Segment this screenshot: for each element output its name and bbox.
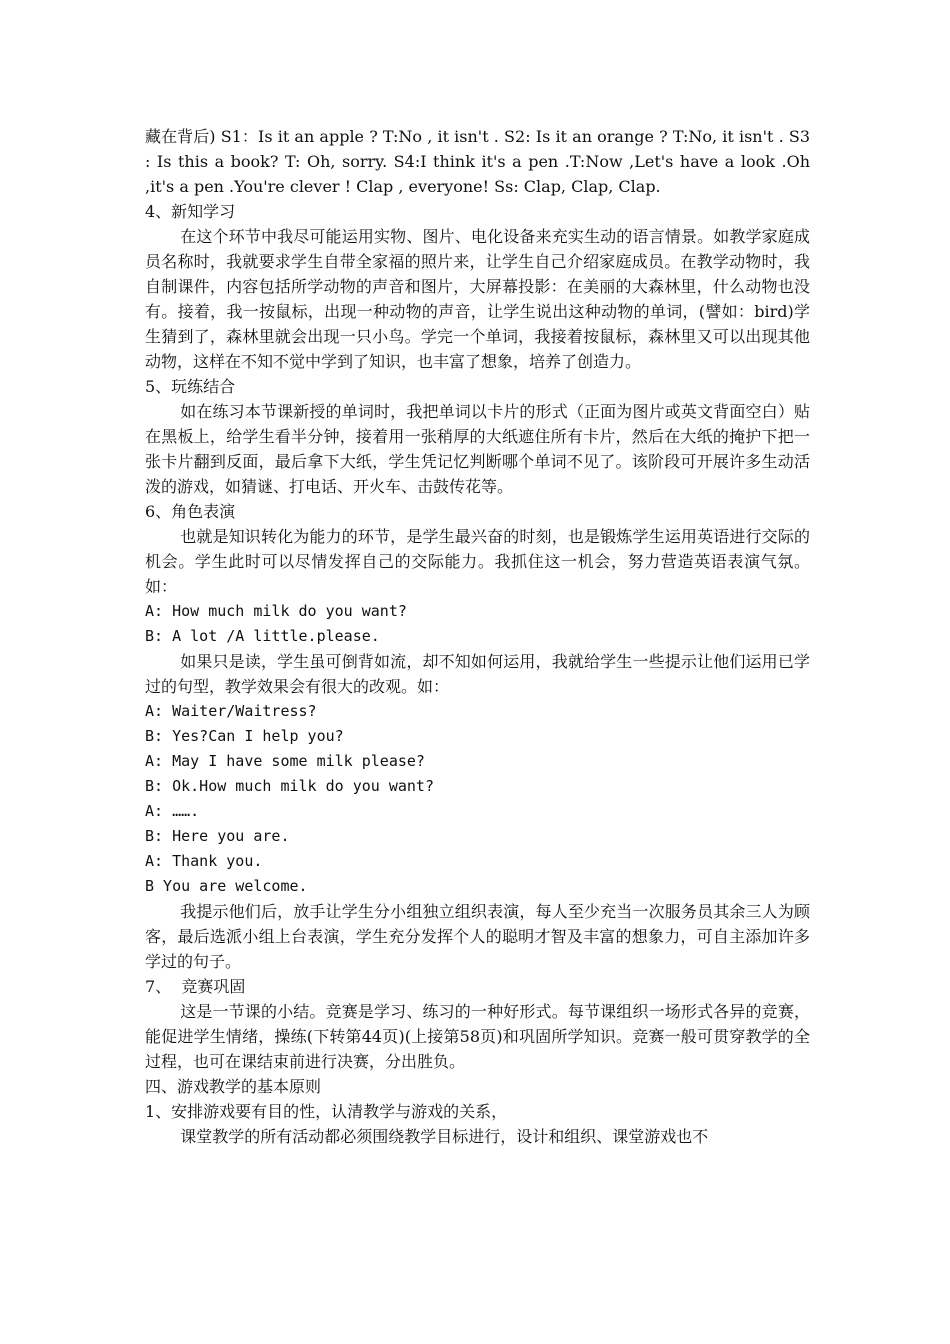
dialog-example-2 (145, 699, 810, 899)
section-4-paragraph: 在这个环节中我尽可能运用实物、图片、电化设备来充实生动的语言情景。如教学家庭成员名称时，我就要求学生自带全家福的照片来，让学生自己介绍家庭成员。在教学动物时，我自制课件，内容包括所学动物的声音和图片，大屏幕投影：在美丽的大森林里，什么动物也没有。接着，我一按鼠标，出现一种动物的声音，让学生说出这种动物的单词，(譬如：bird)学生猜到了，森林里就会出现一只小鸟。学完一个单词，我接着按鼠标，森林里又可以出现其他动物，这样在不知不觉中学到了知识，也丰富了想象，培养了创造力。 (145, 227, 810, 371)
section-6-heading: 6、角色表演 (145, 502, 236, 521)
part-4-heading: 四、游戏教学的基本原则 (145, 1077, 322, 1096)
section-6-paragraph-2: 如果只是读，学生虽可倒背如流，却不知如何运用，我就给学生一些提示让他们运用已学过的句型，教学效果会有很大的改观。如： (145, 652, 810, 696)
document-page (145, 124, 810, 1149)
intro-paragraph: 藏在背后) S1：Is it an apple ? T:No , it isn't . S2: Is it an orange ? T:No, it isn't . S3 : Is this a book? T: Oh, sorry. S4:I think it's a pen .T:Now ,Let's have a look .Oh ,it's a pen .You're clever ! Clap , everyone! Ss: Clap, Clap, Clap. (145, 127, 810, 196)
dialog-line: B: Ok.How much milk do you want? (145, 777, 434, 795)
section-5-paragraph: 如在练习本节课新授的单词时，我把单词以卡片的形式（正面为图片或英文背面空白）贴在黑板上，给学生看半分钟，接着用一张稍厚的大纸遮住所有卡片，然后在大纸的掩护下把一张卡片翻到反面，最后拿下大纸，学生凭记忆判断哪个单词不见了。该阶段可开展许多生动活泼的游戏，如猜谜、打电话、开火车、击鼓传花等。 (145, 402, 810, 496)
dialog-line: A: How much milk do you want? (145, 602, 407, 620)
dialog-line: B: A lot /A little.please. (145, 627, 380, 645)
dialog-line: A: Waiter/Waitress? (145, 702, 317, 720)
section-7-paragraph: 这是一节课的小结。竞赛是学习、练习的一种好形式。每节课组织一场形式各异的竞赛，能促进学生情绪，操练(下转第44页)(上接第58页)和巩固所学知识。竞赛一般可贯穿教学的全过程，也可在课结束前进行决赛，分出胜负。 (145, 1002, 810, 1071)
part-4-paragraph: 课堂教学的所有活动都必须围绕教学目标进行，设计和组织、课堂游戏也不 (180, 1127, 709, 1146)
dialog-line: B You are welcome. (145, 877, 308, 895)
dialog-line: A: Thank you. (145, 852, 263, 870)
section-6-paragraph-3: 我提示他们后，放手让学生分小组独立组织表演，每人至少充当一次服务员其余三人为顾客，最后选派小组上台表演，学生充分发挥个人的聪明才智及丰富的想象力，可自主添加许多学过的句子。 (145, 902, 810, 971)
dialog-line: A: ……. (145, 802, 200, 820)
section-7-heading: 7、 竞赛巩固 (145, 977, 246, 996)
dialog-line: B: Yes?Can I help you? (145, 727, 344, 745)
part-4-subheading: 1、安排游戏要有目的性，认清教学与游戏的关系， (145, 1102, 508, 1121)
dialog-line: B: Here you are. (145, 827, 290, 845)
dialog-example-1 (145, 599, 810, 649)
section-4-heading: 4、新知学习 (145, 202, 236, 221)
section-5-heading: 5、玩练结合 (145, 377, 236, 396)
section-6-paragraph-1: 也就是知识转化为能力的环节，是学生最兴奋的时刻，也是锻炼学生运用英语进行交际的机会。学生此时可以尽情发挥自己的交际能力。我抓住这一机会，努力营造英语表演气氛。如： (145, 527, 810, 596)
dialog-line: A: May I have some milk please? (145, 752, 425, 770)
